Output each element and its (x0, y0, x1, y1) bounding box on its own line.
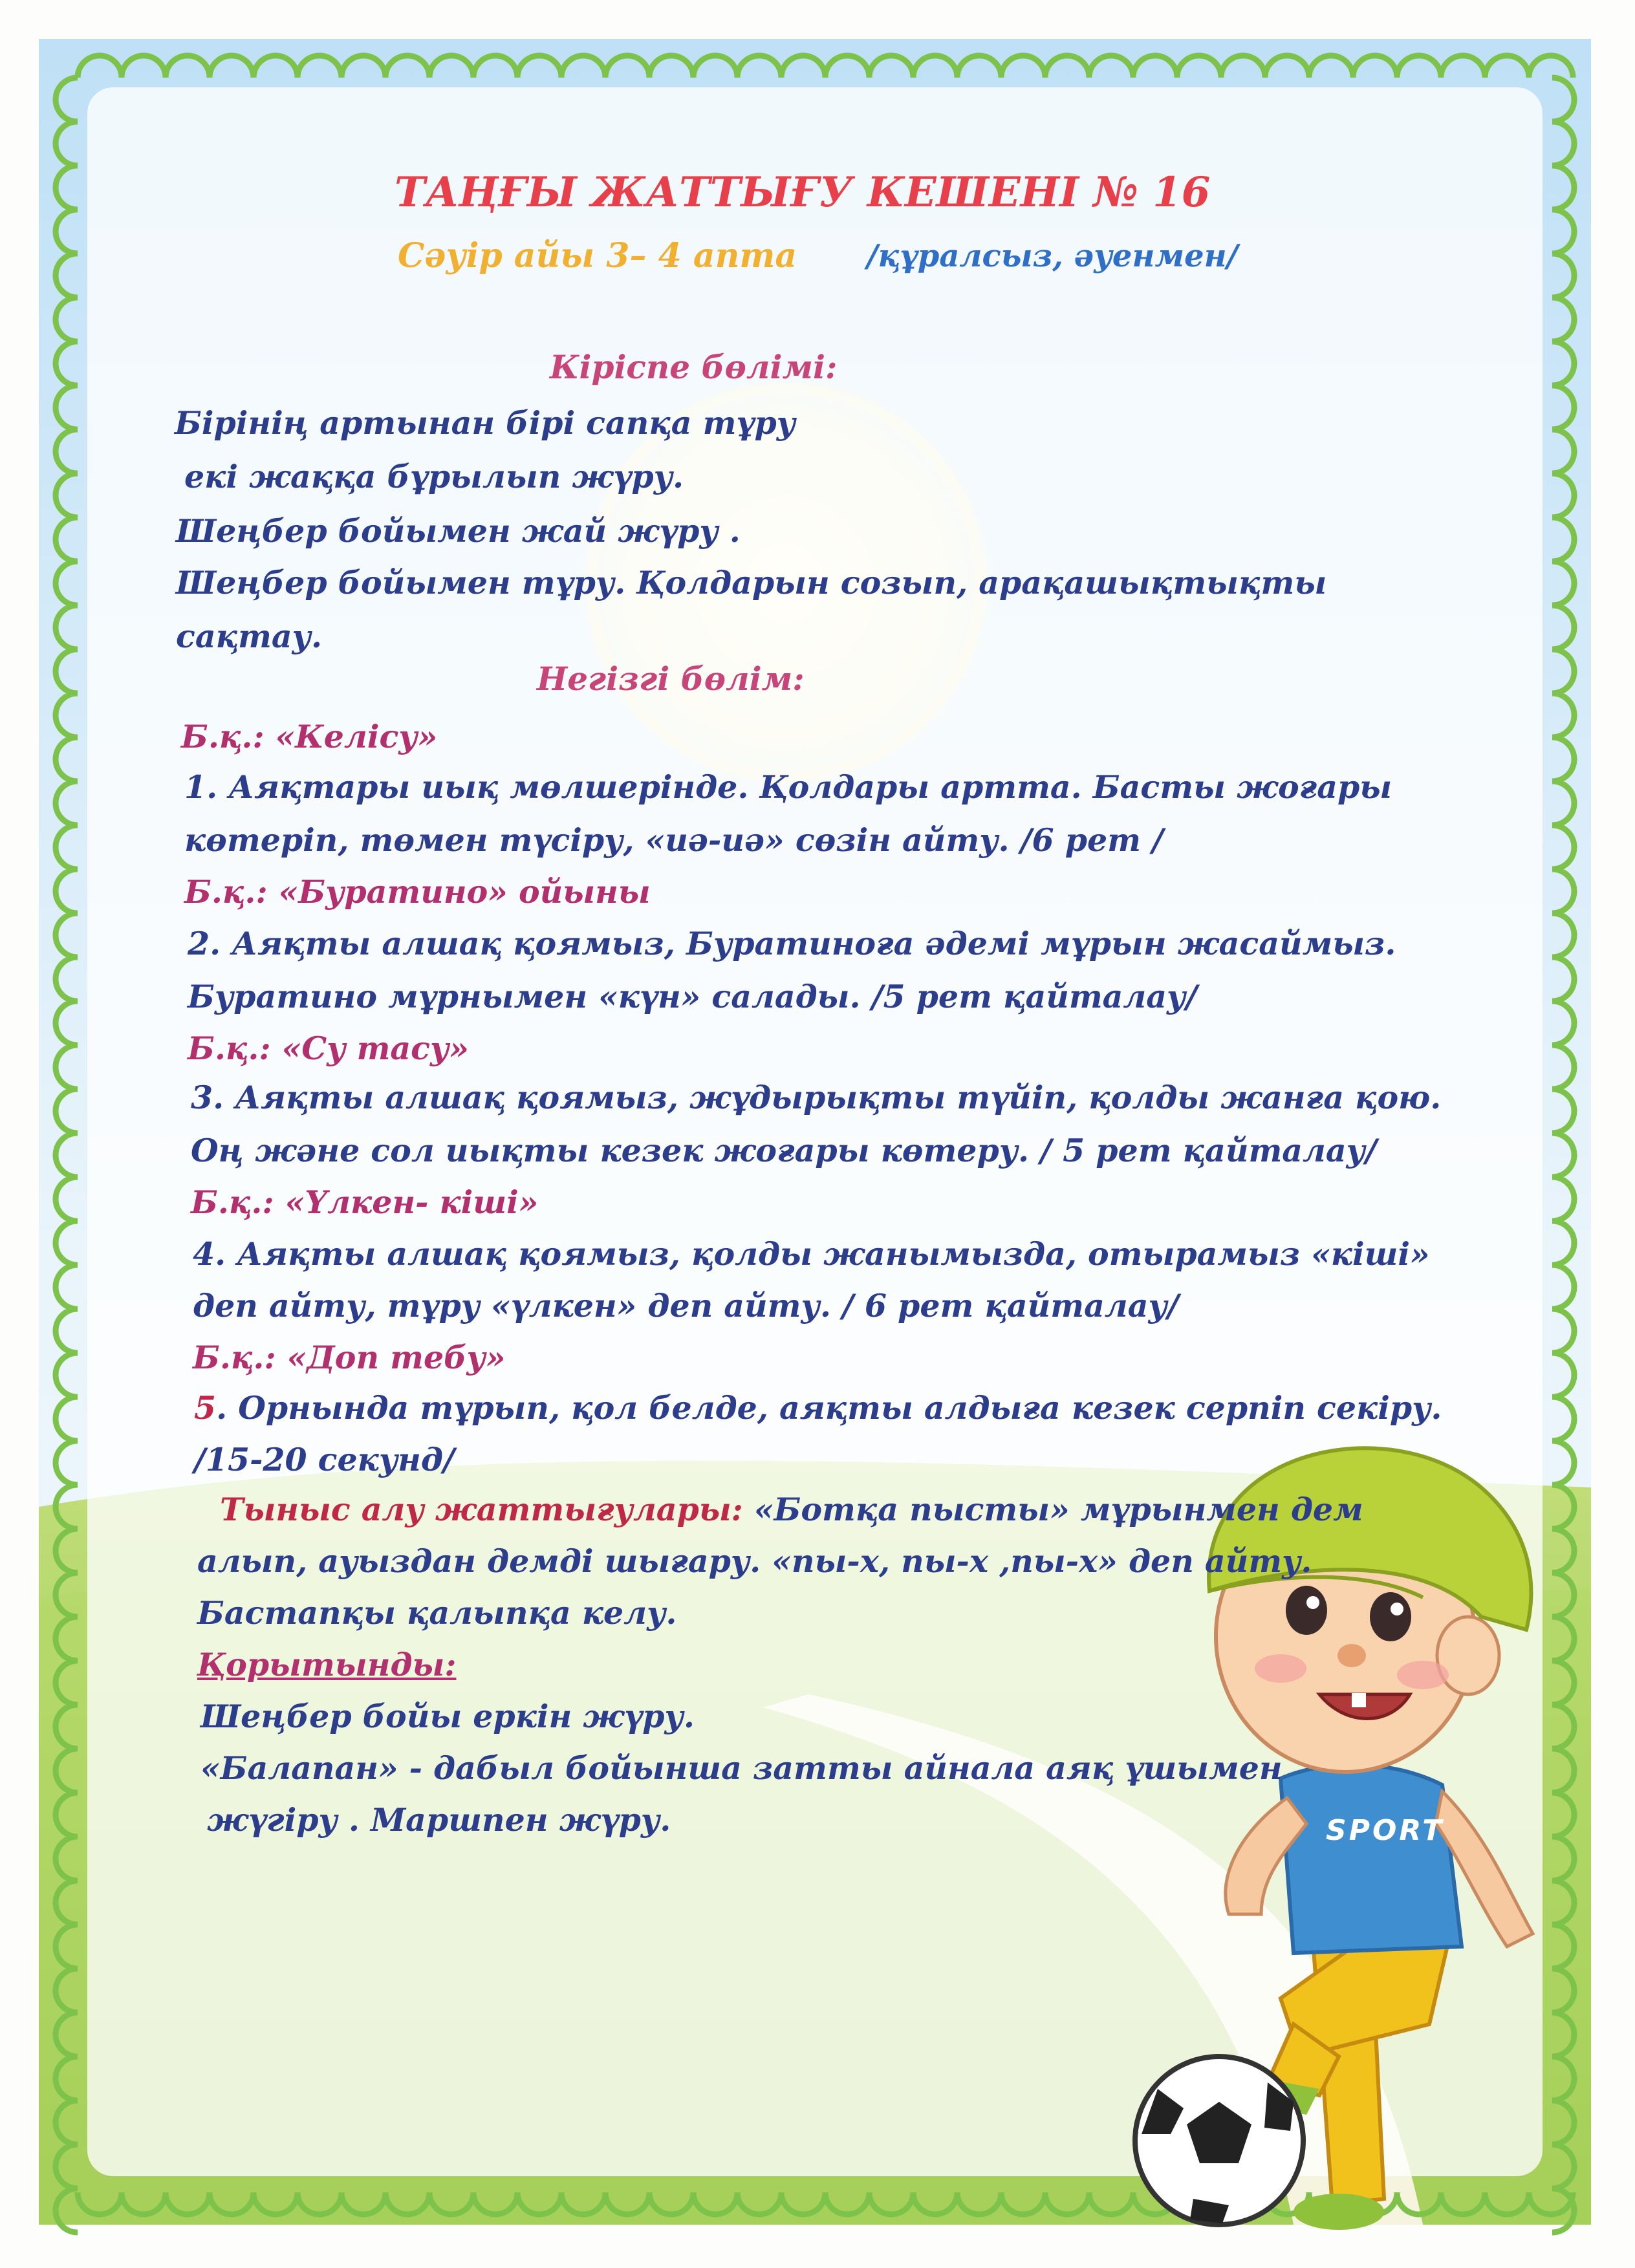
exercise-number: 5 (194, 1389, 217, 1427)
breathing-line: алып, ауыздан демді шығару. «пы-х, пы-х ,пы-х» деп айту. (197, 1542, 1312, 1580)
subtitle-note: /құралсыз, әуенмен/ (867, 238, 1239, 274)
exercise-line: көтеріп, төмен түсіру, «иә-иә» сөзін айту. /6 рет / (184, 821, 1164, 859)
exercise-line: 3. Аяқты алшақ қоямыз, жұдырықты түйіп, қолды жанға қою. (191, 1079, 1442, 1116)
breathing-text: «Ботқа пысты» мұрынмен дем (742, 1491, 1363, 1528)
exercise-line (194, 1389, 1442, 1427)
intro-heading: Кіріспе бөлімі: (550, 348, 838, 386)
exercise-text: . Орнында тұрып, қол белде, аяқты алдыға кезек серпіп секіру. (216, 1389, 1442, 1427)
exercise-start: Б.қ.: «Үлкен- кіші» (191, 1183, 539, 1221)
exercise-line: 2. Аяқты алшақ қоямыз, Буратиноға әдемі мұрын жасаймыз. (188, 925, 1396, 962)
conclusion-heading: Қорытынды: (197, 1646, 457, 1683)
page-title: ТАҢҒЫ ЖАТТЫҒУ КЕШЕНІ № 16 (395, 168, 1211, 217)
intro-line: Бірінің артынан бірі сапқа тұру (175, 404, 796, 442)
exercise-line: Оң және сол иықты кезек жоғары көтеру. / 5 рет қайталау/ (191, 1132, 1377, 1169)
exercise-line: деп айту, тұру «үлкен» деп айту. / 6 рет қайталау/ (193, 1287, 1179, 1324)
subtitle-month: Сәуір айы 3– 4 апта (398, 236, 797, 275)
intro-line: сақтау. (176, 618, 323, 655)
intro-line: Шеңбер бойымен жай жүру . (176, 512, 741, 550)
exercise-line: 1. Аяқтары иық мөлшерінде. Қолдары артта. Басты жоғары (184, 768, 1392, 806)
exercise-start: Б.қ.: «Буратино» ойыны (184, 873, 651, 911)
intro-line: екі жаққа бұрылып жүру. (184, 458, 684, 495)
exercise-start: Б.қ.: «Доп тебу» (193, 1339, 506, 1376)
conclusion-line: «Балапан» - дабыл бойынша затты айнала аяқ ұшымен (200, 1749, 1283, 1787)
exercise-line: Буратино мұрнымен «күн» салады. /5 рет қайталау/ (188, 978, 1198, 1015)
exercise-start: Б.қ.: «Су тасу» (188, 1030, 469, 1067)
exercise-start: Б.қ.: «Келісу» (181, 718, 438, 755)
main-heading: Негізгі бөлім: (537, 660, 805, 698)
breathing-line (220, 1491, 1363, 1528)
exercise-line: 4. Аяқты алшақ қоямыз, қолды жанымызда, отырамыз «кіші» (193, 1235, 1430, 1273)
breathing-label: Тыныс алу жаттығулары: (220, 1491, 743, 1528)
shirt-sport-text: SPORT (1326, 1814, 1445, 1847)
breathing-line: Бастапқы қалыпқа келу. (197, 1594, 677, 1632)
exercise-line: /15-20 секунд/ (194, 1441, 455, 1478)
intro-line: Шеңбер бойымен тұру. Қолдарын созып, арақашықтықты (176, 564, 1327, 601)
conclusion-line: Шеңбер бойы еркін жүру. (200, 1698, 695, 1735)
conclusion-line: жүгіру . Маршпен жүру. (207, 1801, 671, 1839)
